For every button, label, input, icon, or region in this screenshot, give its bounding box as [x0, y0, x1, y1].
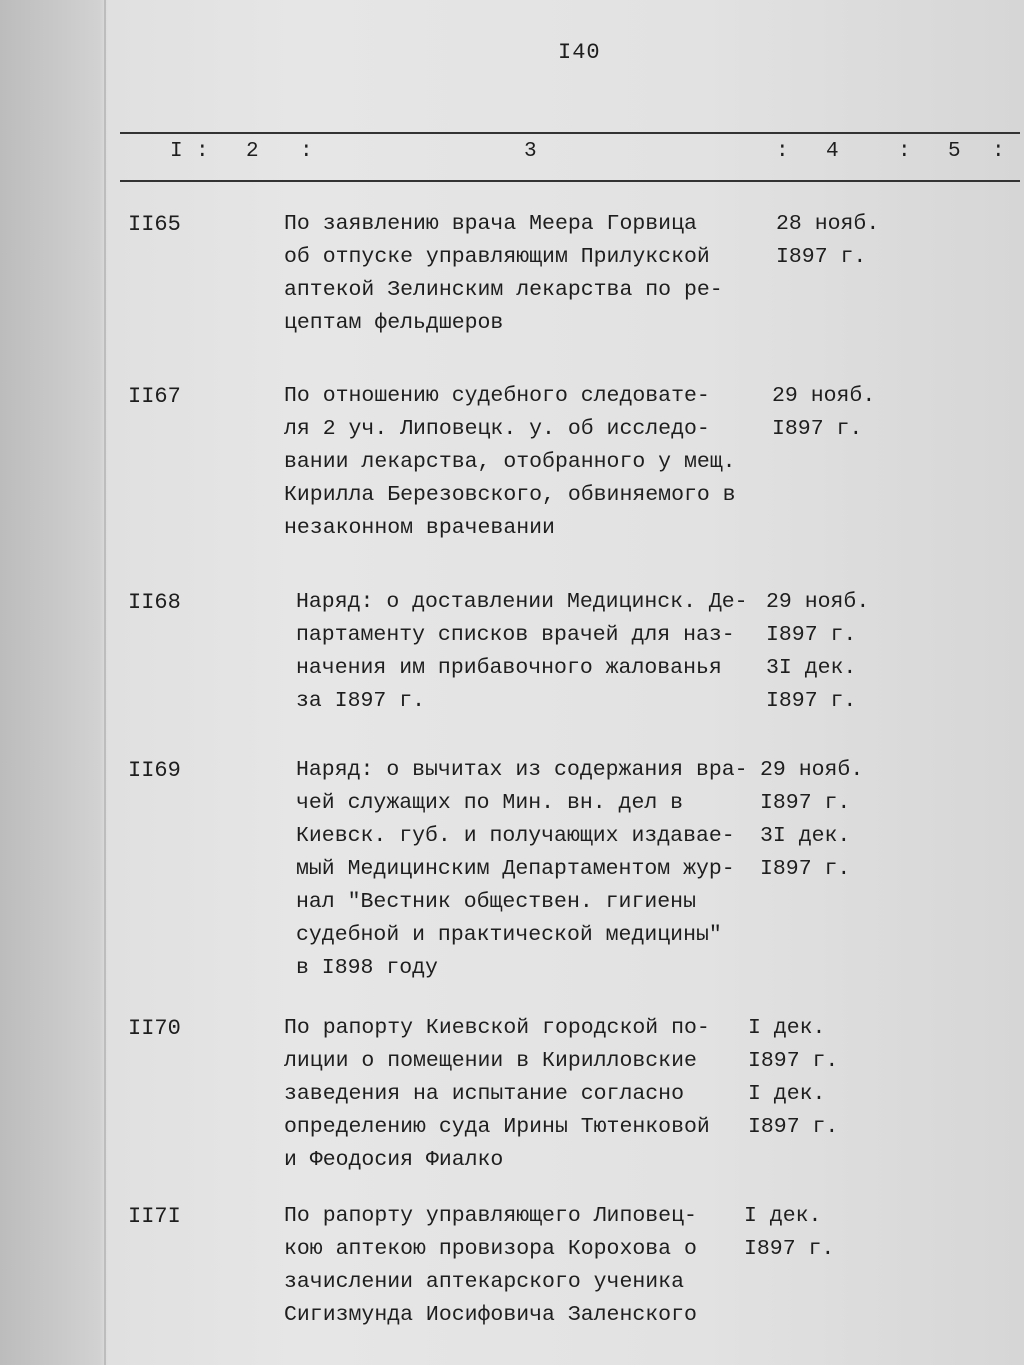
entry-date: I897 г.	[766, 689, 857, 713]
entry-number: II7I	[128, 1204, 181, 1229]
entry-description	[284, 208, 764, 340]
entry-line: ля 2 уч. Липовецк. у. об исследо-	[284, 417, 710, 441]
column-separator: :	[196, 140, 209, 163]
entry-date: I897 г.	[776, 245, 867, 269]
entry-date: I897 г.	[760, 857, 851, 881]
entry-description	[284, 1200, 764, 1332]
entry-line: в I898 году	[296, 956, 438, 980]
entry-date: I дек.	[748, 1082, 826, 1106]
entry-number: II68	[128, 590, 181, 615]
entry-line: По заявлению врача Меера Горвица	[284, 212, 697, 236]
entry-date: I897 г.	[760, 791, 851, 815]
entry-date: 28 нояб.	[776, 212, 880, 236]
entry-number: II65	[128, 212, 181, 237]
entry-description	[284, 1012, 764, 1177]
column-header-row	[0, 140, 1024, 174]
entry-description	[284, 380, 764, 545]
entry-date: I897 г.	[748, 1115, 839, 1139]
entry-dates	[760, 754, 1000, 886]
entry-date: 3I дек.	[766, 656, 857, 680]
column-separator: :	[300, 140, 313, 163]
column-separator: :	[992, 140, 1005, 163]
entry-date: I897 г.	[748, 1049, 839, 1073]
entry-line: незаконном врачевании	[284, 516, 555, 540]
entry-date: 29 нояб.	[772, 384, 876, 408]
entry-line: судебной и практической медицины"	[296, 923, 722, 947]
entry-line: мый Медицинским Департаментом жур-	[296, 857, 735, 881]
entry-line: чей служащих по Мин. вн. дел в	[296, 791, 684, 815]
entry-description	[296, 754, 776, 985]
entry-line: вании лекарства, отобранного у мещ.	[284, 450, 736, 474]
column-header-2: 2	[246, 140, 259, 163]
entry-dates	[776, 208, 1016, 274]
header-top-rule	[120, 132, 1020, 134]
entry-number: II67	[128, 384, 181, 409]
entry-line: По рапорту управляющего Липовец-	[284, 1204, 697, 1228]
column-header-4: 4	[826, 140, 839, 163]
entry-date: I897 г.	[766, 623, 857, 647]
entry-line: Сигизмунда Иосифовича Заленского	[284, 1303, 697, 1327]
entry-line: начения им прибавочного жалованья	[296, 656, 722, 680]
entry-line: определению суда Ирины Тютенковой	[284, 1115, 710, 1139]
entry-line: об отпуске управляющим Прилукской	[284, 245, 710, 269]
entry-line: аптекой Зелинским лекарства по ре-	[284, 278, 723, 302]
header-bottom-rule	[120, 180, 1020, 182]
column-separator: :	[776, 140, 789, 163]
entry-dates	[766, 586, 1006, 718]
entry-line: лиции о помещении в Кирилловские	[284, 1049, 697, 1073]
entry-number: II70	[128, 1016, 181, 1041]
entry-line: заведения на испытание согласно	[284, 1082, 684, 1106]
entry-line: Наряд: о вычитах из содержания вра-	[296, 758, 748, 782]
entry-line: Кирилла Березовского, обвиняемого в	[284, 483, 736, 507]
entry-line: зачислении аптекарского ученика	[284, 1270, 684, 1294]
entry-line: Киевск. губ. и получающих издавае-	[296, 824, 735, 848]
entry-line: партаменту списков врачей для наз-	[296, 623, 735, 647]
column-header-3: 3	[524, 140, 537, 163]
entry-dates	[748, 1012, 988, 1144]
entry-date: I897 г.	[744, 1237, 835, 1261]
entry-line: По отношению судебного следовате-	[284, 384, 710, 408]
entry-line: По рапорту Киевской городской по-	[284, 1016, 710, 1040]
binding-gutter	[104, 0, 106, 1365]
entry-dates	[744, 1200, 984, 1266]
entry-dates	[772, 380, 1012, 446]
column-header-1: I	[170, 140, 183, 163]
entry-line: за I897 г.	[296, 689, 426, 713]
column-separator: :	[898, 140, 911, 163]
entry-date: I897 г.	[772, 417, 863, 441]
entry-date: 3I дек.	[760, 824, 851, 848]
entry-line: цептам фельдшеров	[284, 311, 504, 335]
entry-line: нал "Вестник обществен. гигиены	[296, 890, 696, 914]
entry-line: Наряд: о доставлении Медицинск. Де-	[296, 590, 748, 614]
entry-date: I дек.	[748, 1016, 826, 1040]
entry-date: 29 нояб.	[766, 590, 870, 614]
entry-date: I дек.	[744, 1204, 822, 1228]
entry-description	[296, 586, 776, 718]
entry-date: 29 нояб.	[760, 758, 864, 782]
column-header-5: 5	[948, 140, 961, 163]
entry-number: II69	[128, 758, 181, 783]
entry-line: и Феодосия Фиалко	[284, 1148, 504, 1172]
page-number: I40	[558, 40, 601, 65]
entry-line: кою аптекою провизора Корохова о	[284, 1237, 697, 1261]
